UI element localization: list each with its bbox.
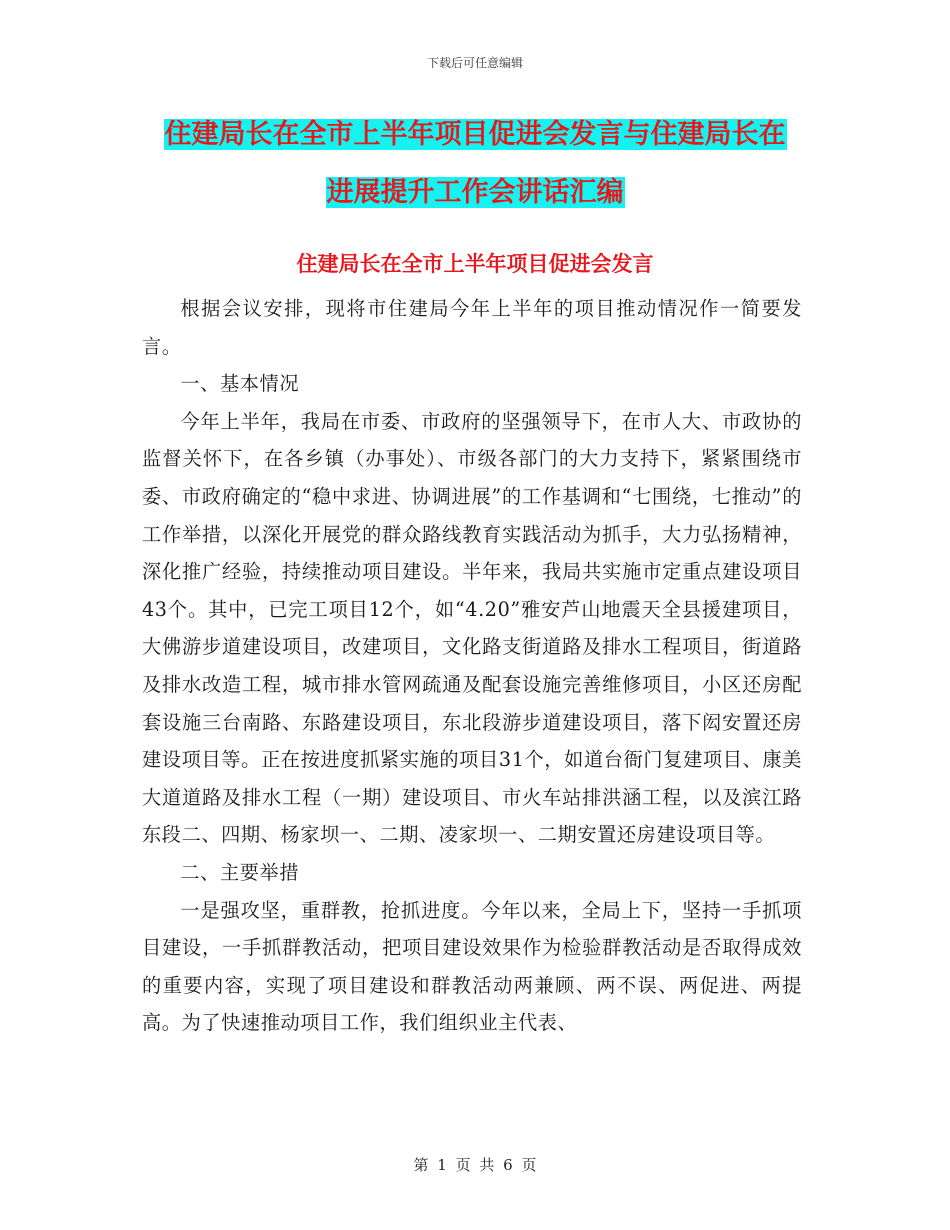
title-line-2: 进展提升工作会讲话汇编 bbox=[326, 177, 624, 208]
page-footer: 第 1 页 共 6 页 bbox=[413, 1156, 537, 1174]
document-title bbox=[150, 106, 800, 222]
body-text bbox=[142, 290, 802, 1042]
heading-basic-situation: 一、基本情况 bbox=[180, 372, 300, 396]
paragraph-basic-situation: 今年上半年，我局在市委、市政府的坚强领导下，在市人大、市政协的监督关怀下，在各乡镇（办事处）、市级各部门的大力支持下，紧紧围绕市委、市政府确定的“稳中求进、协调进展”的工作基调和“七围绕，七推动”的工作举措，以深化开展党的群众路线教育实践活动为抓手，大力弘扬精神，深化推广经验，持续推动项目建设。半年来，我局共实施市定重点建设项目43个。其中，已完工项目12个，如“4.20”雅安芦山地震天全县援建项目，大佛游步道建设项目，改建项目，文化路支街道路及排水工程项目，街道路及排水改造工程，城市排水管网疏通及配套设施完善维修项目，小区还房配套设施三台南路、东路建设项目，东北段游步道建设项目，落下闳安置还房建设项目等。正在按进度抓紧实施的项目31个，如道台衙门复建项目、康美大道道路及排水工程（一期）建设项目、市火车站排洪涵工程，以及滨江路东段二、四期、杨家坝一、二期、凌家坝一、二期安置还房建设项目等。 bbox=[142, 409, 802, 847]
title-line-1: 住建局长在全市上半年项目促进会发言与住建局长在 bbox=[164, 119, 786, 150]
header-note: 下载后可任意编辑 bbox=[426, 56, 523, 70]
heading-main-measures: 二、主要举措 bbox=[180, 860, 300, 884]
section-title: 住建局长在全市上半年项目促进会发言 bbox=[296, 251, 654, 276]
paragraph-main-measures: 一是强攻坚，重群教，抢抓进度。今年以来，全局上下，坚持一手抓项目建设，一手抓群教活动，把项目建设效果作为检验群教活动是否取得成效的重要内容，实现了项目建设和群教活动两兼顾、两不误、两促进、两提高。为了快速推动项目工作，我们组织业主代表、 bbox=[142, 898, 802, 1035]
paragraph-intro: 根据会议安排，现将市住建局今年上半年的项目推动情况作一简要发言。 bbox=[142, 297, 802, 358]
